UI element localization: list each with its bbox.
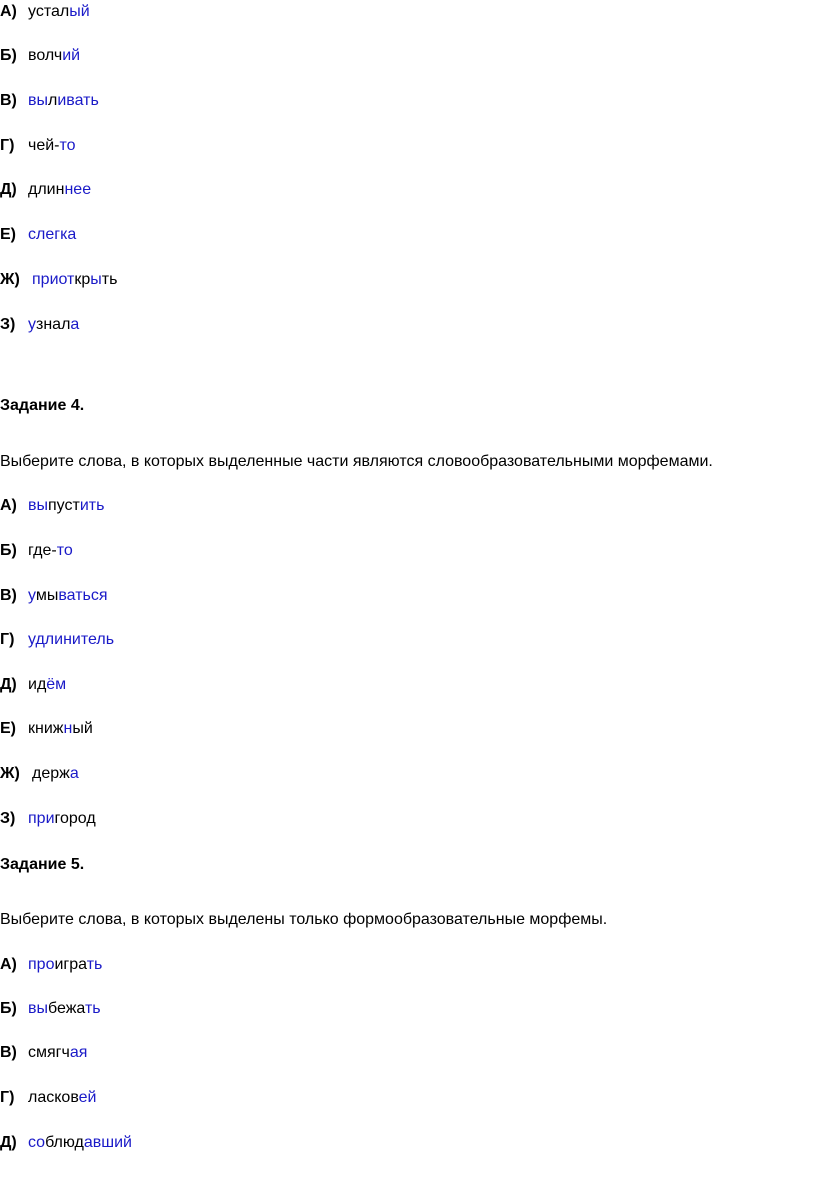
option-row [0, 541, 73, 561]
option-letter: Г) [0, 137, 15, 154]
option-word [28, 315, 79, 335]
morpheme-highlight: вы [28, 92, 48, 109]
option-letter: В) [0, 92, 17, 109]
option-word [28, 630, 114, 650]
morpheme-highlight: то [59, 137, 76, 154]
option-row [0, 809, 96, 829]
morpheme-part: держ [32, 765, 70, 782]
morpheme-part: книж [28, 720, 64, 737]
option-letter: Г) [0, 1089, 15, 1106]
option-letter: Б) [0, 542, 17, 559]
morpheme-highlight: нее [64, 181, 92, 198]
morpheme-highlight: авший [83, 1134, 132, 1151]
option-row [0, 136, 76, 156]
morpheme-part: игра [54, 956, 87, 973]
option-letter: Ж) [0, 765, 20, 782]
morpheme-part: пуст [48, 497, 80, 514]
morpheme-highlight: про [28, 956, 55, 973]
option-letter: В) [0, 587, 17, 604]
morpheme-highlight: вы [28, 1000, 48, 1017]
option-letter: Г) [0, 631, 15, 648]
option-letter: А) [0, 956, 17, 973]
option-row [0, 315, 79, 335]
task4-heading: Задание 4. [0, 397, 85, 414]
morpheme-highlight: ть [86, 956, 103, 973]
option-word [28, 1088, 96, 1108]
morpheme-highlight: при [28, 810, 55, 827]
option-row [0, 91, 99, 111]
task5-heading: Задание 5. [0, 856, 85, 873]
morpheme-part: знал [36, 316, 71, 333]
option-word [28, 999, 101, 1019]
option-row [0, 1088, 96, 1108]
option-letter: Д) [0, 1134, 17, 1151]
morpheme-highlight: ть [84, 1000, 101, 1017]
morpheme-part: длин [28, 181, 65, 198]
morpheme-part: блюд [45, 1134, 84, 1151]
option-word [28, 180, 91, 200]
morpheme-part: устал [28, 3, 70, 20]
morpheme-highlight: ая [69, 1044, 88, 1061]
option-word [28, 136, 76, 156]
option-row [0, 586, 108, 606]
morpheme-part: город [54, 810, 96, 827]
option-letter: З) [0, 810, 16, 827]
option-row [0, 1043, 87, 1063]
morpheme-highlight: со [28, 1134, 46, 1151]
morpheme-part: ть [101, 271, 118, 288]
option-word [28, 675, 66, 695]
option-row [0, 270, 117, 290]
option-letter: Е) [0, 226, 16, 243]
option-word [28, 1043, 87, 1063]
option-word [28, 496, 104, 516]
option-word [28, 46, 80, 66]
option-word [28, 91, 99, 111]
option-word [28, 225, 76, 245]
option-row [0, 719, 93, 739]
morpheme-highlight: удлин [28, 631, 72, 648]
option-letter: Е) [0, 720, 16, 737]
task5-question: Выберите слова, в которых выделены только формообразовательные морфемы. [0, 911, 608, 928]
morpheme-part: мы [35, 587, 59, 604]
morpheme-part: кр [74, 271, 91, 288]
option-row [0, 496, 104, 516]
option-word [28, 1133, 132, 1153]
option-row [0, 1133, 132, 1153]
option-row [0, 46, 80, 66]
option-word [32, 764, 79, 784]
option-letter: Д) [0, 181, 17, 198]
option-word [28, 719, 93, 739]
option-row [0, 999, 101, 1019]
morpheme-highlight: ы [90, 271, 102, 288]
option-letter: Б) [0, 1000, 17, 1017]
morpheme-highlight: приот [32, 271, 75, 288]
morpheme-highlight: итель [71, 631, 115, 648]
morpheme-highlight: вы [28, 497, 48, 514]
morpheme-highlight: у [28, 316, 36, 333]
morpheme-highlight: а [70, 316, 80, 333]
morpheme-highlight: то [56, 542, 73, 559]
morpheme-part: бежа [48, 1000, 85, 1017]
option-word [28, 586, 108, 606]
option-row [0, 180, 91, 200]
option-letter: А) [0, 3, 17, 20]
option-row [0, 2, 90, 22]
option-word [28, 2, 90, 22]
morpheme-part: смягч [28, 1044, 70, 1061]
morpheme-part: волч [28, 47, 63, 64]
option-row [0, 764, 79, 784]
morpheme-highlight: у [28, 587, 36, 604]
morpheme-part: чей- [28, 137, 60, 154]
morpheme-part: л [48, 92, 58, 109]
morpheme-highlight: н [63, 720, 73, 737]
option-letter: Ж) [0, 271, 20, 288]
morpheme-highlight: ваться [58, 587, 108, 604]
morpheme-part: ид [28, 676, 47, 693]
task4-question: Выберите слова, в которых выделенные части являются словообразовательными морфемами. [0, 453, 713, 470]
option-row [0, 675, 66, 695]
morpheme-highlight: ка [60, 226, 77, 243]
option-row [0, 955, 102, 975]
option-letter: З) [0, 316, 16, 333]
option-letter: Б) [0, 47, 17, 64]
option-word [28, 955, 102, 975]
morpheme-highlight: слег [28, 226, 61, 243]
morpheme-highlight: ить [79, 497, 105, 514]
morpheme-part: где- [28, 542, 57, 559]
morpheme-highlight: а [69, 765, 79, 782]
option-row [0, 225, 76, 245]
morpheme-part: ласков [28, 1089, 79, 1106]
option-word [32, 270, 117, 290]
option-letter: Д) [0, 676, 17, 693]
morpheme-part: ый [72, 720, 93, 737]
option-row [0, 630, 114, 650]
option-letter: А) [0, 497, 17, 514]
option-word [28, 541, 73, 561]
morpheme-highlight: ивать [57, 92, 99, 109]
morpheme-highlight: ий [62, 47, 81, 64]
morpheme-highlight: ый [69, 3, 90, 20]
option-letter: В) [0, 1044, 17, 1061]
option-word [28, 809, 96, 829]
morpheme-highlight: ём [46, 676, 67, 693]
morpheme-highlight: ей [78, 1089, 97, 1106]
